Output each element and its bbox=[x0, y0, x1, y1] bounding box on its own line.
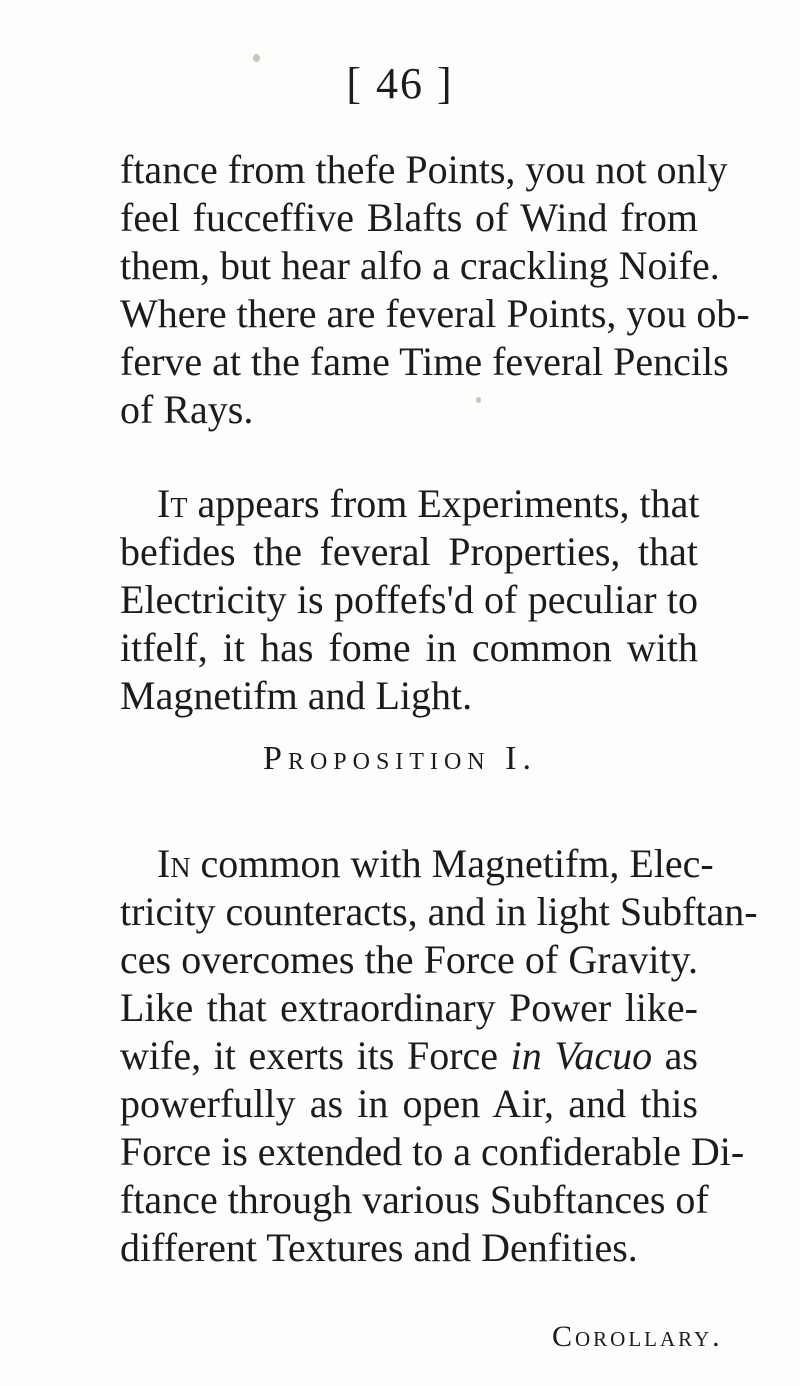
paragraph-3-line: ftance through various Subftances of bbox=[120, 1177, 709, 1222]
paragraph-3-line: tricity counteracts, and in light Subftan- bbox=[120, 889, 758, 934]
paragraph-1-line: them, but hear alfo a crackling Noife. bbox=[120, 243, 720, 288]
paragraph-3-line bbox=[120, 1032, 698, 1080]
paragraph-3-line-rest: common with Magnetifm, Elec- bbox=[190, 841, 714, 886]
paragraph-1-line: of Rays. bbox=[120, 387, 254, 432]
paragraph-2-line-rest: appears from Experiments, that bbox=[187, 481, 700, 526]
proposition-heading: Proposition I. bbox=[263, 740, 537, 777]
paragraph-1-line: ferve at the fame Time feveral Pencils bbox=[120, 339, 729, 384]
catchword: Corollary. bbox=[552, 1320, 723, 1353]
paragraph-3-line: Force is extended to a confiderable Di- bbox=[120, 1129, 745, 1174]
paragraph-3-line: powerfully as in open Air, and this bbox=[120, 1081, 698, 1126]
paragraph-1-line: feel fucceffive Blafts of Wind from bbox=[120, 195, 698, 240]
paragraph-3-line bbox=[157, 840, 714, 888]
paragraph-3-line: different Textures and Denfities. bbox=[120, 1225, 638, 1270]
paragraph-2-line bbox=[157, 480, 698, 528]
paragraph-1-line: Where there are feveral Points, you ob- bbox=[120, 291, 750, 336]
paragraph-3-first-word: In bbox=[157, 841, 191, 886]
paragraph-3-line-start: wife, it exerts its Force bbox=[120, 1033, 511, 1078]
latin-phrase: in Vacuo bbox=[510, 1033, 653, 1078]
paragraph-2-first-word: It bbox=[157, 481, 188, 526]
paragraph-1-line: ftance from thefe Points, you not only bbox=[120, 147, 728, 192]
paragraph-2-line: Magnetifm and Light. bbox=[120, 673, 473, 718]
paragraph-3-line: Like that extraordinary Power like- bbox=[120, 985, 698, 1030]
paragraph-3-line: ces overcomes the Force of Gravity. bbox=[120, 937, 698, 982]
paragraph-2-line: itfelf, it has fome in common with bbox=[120, 625, 698, 670]
paragraph-3-line-end: as bbox=[652, 1033, 699, 1078]
page-number: [ 46 ] bbox=[346, 59, 454, 108]
paragraph-2-line: Electricity is poffefs'd of peculiar to bbox=[120, 577, 698, 622]
paragraph-2-line: befides the feveral Properties, that bbox=[120, 529, 698, 574]
